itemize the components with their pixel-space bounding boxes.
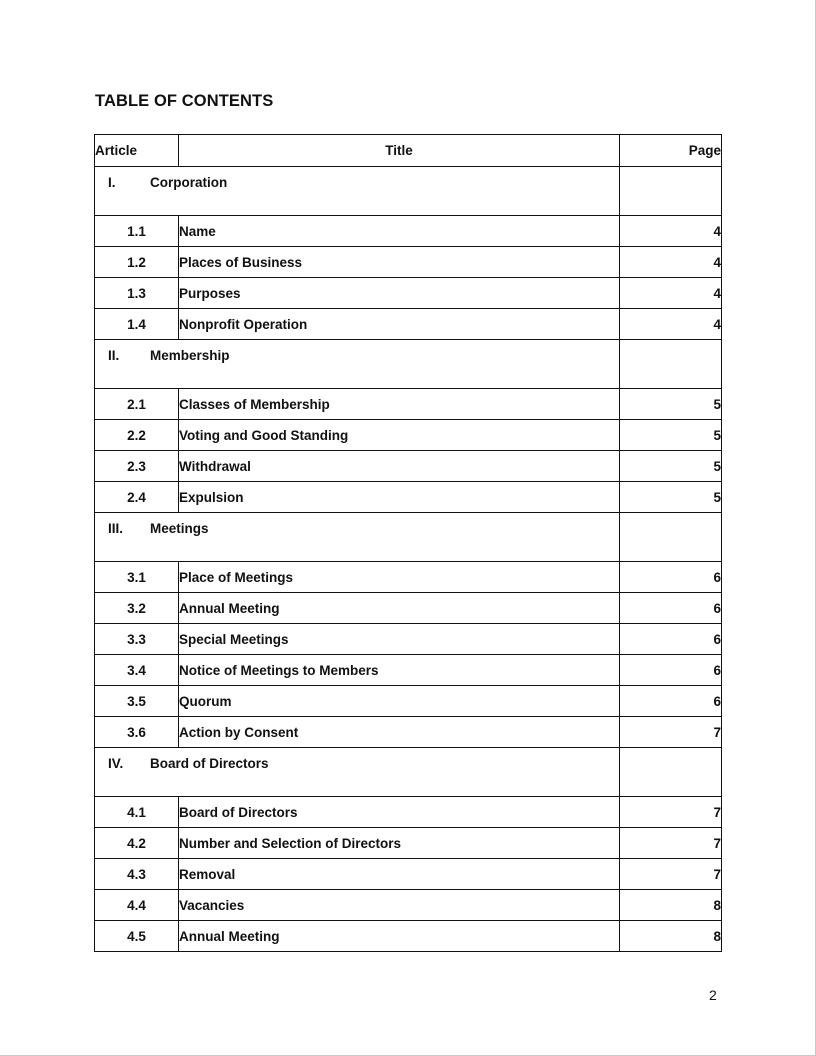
article-number: 1.1	[95, 216, 179, 247]
article-title: Withdrawal	[179, 451, 620, 482]
article-number: 1.2	[95, 247, 179, 278]
toc-body	[95, 167, 722, 952]
article-number: 3.6	[95, 717, 179, 748]
article-title: Quorum	[179, 686, 620, 717]
header-page: Page	[620, 135, 722, 167]
toc-table	[94, 134, 722, 952]
article-title: Expulsion	[179, 482, 620, 513]
article-title: Special Meetings	[179, 624, 620, 655]
page-title: TABLE OF CONTENTS	[95, 92, 274, 110]
table-row	[95, 278, 722, 309]
table-row	[95, 216, 722, 247]
article-title: Board of Directors	[179, 797, 620, 828]
article-title: Notice of Meetings to Members	[179, 655, 620, 686]
section-heading	[95, 340, 620, 389]
article-page: 5	[620, 451, 722, 482]
article-number: 2.1	[95, 389, 179, 420]
table-row	[95, 420, 722, 451]
section-number: IV.	[108, 756, 124, 771]
section-row	[95, 167, 722, 216]
article-page: 7	[620, 717, 722, 748]
section-page-cell	[620, 167, 722, 216]
article-number: 4.5	[95, 921, 179, 952]
article-page: 6	[620, 593, 722, 624]
table-row	[95, 921, 722, 952]
section-name: Board of Directors	[150, 756, 269, 771]
section-heading	[95, 513, 620, 562]
section-page-cell	[620, 748, 722, 797]
section-row	[95, 748, 722, 797]
article-page: 6	[620, 655, 722, 686]
article-number: 4.2	[95, 828, 179, 859]
table-row	[95, 562, 722, 593]
article-number: 2.4	[95, 482, 179, 513]
header-title: Title	[179, 135, 620, 167]
article-title: Purposes	[179, 278, 620, 309]
section-number: II.	[108, 348, 120, 363]
section-page-cell	[620, 513, 722, 562]
section-name: Meetings	[150, 521, 209, 536]
header-article: Article	[95, 135, 179, 167]
table-row	[95, 482, 722, 513]
article-number: 1.4	[95, 309, 179, 340]
table-row	[95, 624, 722, 655]
section-number: I.	[108, 175, 116, 190]
section-heading	[95, 748, 620, 797]
section-number: III.	[108, 521, 124, 536]
article-page: 6	[620, 686, 722, 717]
table-row	[95, 451, 722, 482]
article-page: 7	[620, 797, 722, 828]
article-number: 3.2	[95, 593, 179, 624]
article-page: 5	[620, 482, 722, 513]
article-number: 2.3	[95, 451, 179, 482]
page-number: 2	[709, 987, 717, 1003]
toc-header-row	[95, 135, 722, 167]
article-title: Nonprofit Operation	[179, 309, 620, 340]
article-title: Annual Meeting	[179, 593, 620, 624]
table-row	[95, 247, 722, 278]
article-title: Classes of Membership	[179, 389, 620, 420]
table-row	[95, 890, 722, 921]
article-title: Places of Business	[179, 247, 620, 278]
article-page: 4	[620, 309, 722, 340]
article-title: Name	[179, 216, 620, 247]
article-page: 5	[620, 389, 722, 420]
table-row	[95, 859, 722, 890]
table-row	[95, 797, 722, 828]
article-title: Annual Meeting	[179, 921, 620, 952]
article-number: 3.1	[95, 562, 179, 593]
article-number: 2.2	[95, 420, 179, 451]
table-row	[95, 389, 722, 420]
article-number: 4.4	[95, 890, 179, 921]
article-page: 5	[620, 420, 722, 451]
section-row	[95, 340, 722, 389]
article-title: Vacancies	[179, 890, 620, 921]
article-title: Removal	[179, 859, 620, 890]
article-title: Action by Consent	[179, 717, 620, 748]
section-name: Corporation	[150, 175, 228, 190]
article-number: 3.5	[95, 686, 179, 717]
article-title: Number and Selection of Directors	[179, 828, 620, 859]
table-row	[95, 309, 722, 340]
article-number: 3.4	[95, 655, 179, 686]
article-page: 8	[620, 890, 722, 921]
section-row	[95, 513, 722, 562]
table-row	[95, 593, 722, 624]
article-page: 4	[620, 247, 722, 278]
article-page: 4	[620, 216, 722, 247]
section-name: Membership	[150, 348, 230, 363]
table-row	[95, 828, 722, 859]
article-number: 3.3	[95, 624, 179, 655]
article-title: Place of Meetings	[179, 562, 620, 593]
article-page: 6	[620, 624, 722, 655]
article-number: 4.3	[95, 859, 179, 890]
section-heading	[95, 167, 620, 216]
section-page-cell	[620, 340, 722, 389]
article-page: 4	[620, 278, 722, 309]
article-page: 6	[620, 562, 722, 593]
article-number: 1.3	[95, 278, 179, 309]
article-page: 8	[620, 921, 722, 952]
table-row	[95, 717, 722, 748]
table-row	[95, 686, 722, 717]
article-page: 7	[620, 859, 722, 890]
article-page: 7	[620, 828, 722, 859]
article-number: 4.1	[95, 797, 179, 828]
table-row	[95, 655, 722, 686]
article-title: Voting and Good Standing	[179, 420, 620, 451]
